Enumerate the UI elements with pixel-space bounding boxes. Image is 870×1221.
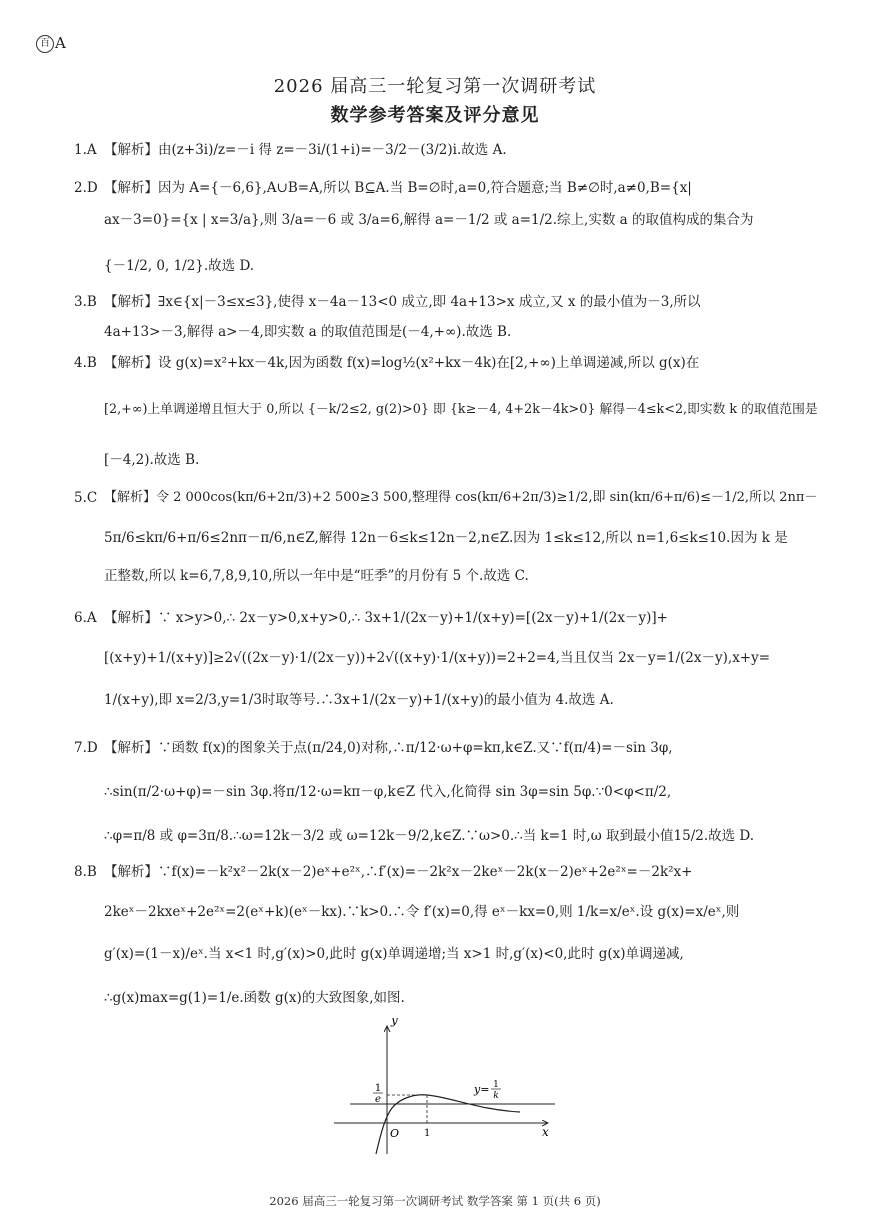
y-axis-label: y [391,1018,398,1027]
question-number: 5.C [74,490,98,506]
tick-y-num: 1 [374,1083,382,1094]
answer-line: 【解析】∵ x>y>0,∴ 2x－y>0,x+y>0,∴ 3x+1/(2x－y)+1/(x+y)=[(2x－y)+1/(2x－y)]+ [104,610,668,626]
answer-line: 4a+13>－3,解得 a>－4,即实数 a 的取值范围是(－4,+∞).故选 B. [104,324,512,340]
answer-line: 【解析】因为 A={－6,6},A∪B=A,所以 B⊆A.当 B=∅时,a=0,符合题意;当 B≠∅时,a≠0,B={x| [104,180,692,196]
answer-line: 5π/6≤kπ/6+π/6≤2nπ－π/6,n∈Z,解得 12n－6≤k≤12n－2,n∈Z.因为 1≤k≤12,所以 n=1,6≤k≤10.因为 k 是 [104,530,788,546]
circled-mark: 百 [36,35,54,53]
question-number: 3.B [74,294,97,310]
corner-mark [36,34,66,53]
answer-line: g′(x)=(1－x)/eˣ.当 x<1 时,g′(x)>0,此时 g(x)单调递增;当 x>1 时,g′(x)<0,此时 g(x)单调递减, [104,946,684,962]
answer-line: [－4,2).故选 B. [104,452,200,468]
question-number: 8.B [74,864,97,880]
page-subtitle: 数学参考答案及评分意见 [330,105,540,126]
function-graph [330,1018,570,1156]
answer-line: 【解析】∃x∈{x|－3≤x≤3},使得 x－4a－13<0 成立,即 4a+13>x 成立,又 x 的最小值为－3,所以 [104,294,701,310]
answer-line: ax－3=0}={x | x=3/a},则 3/a=－6 或 3/a=6,解得 a=－1/2 或 a=1/2.综上,实数 a 的取值构成的集合为 [104,212,754,228]
answer-line: 1/(x+y),即 x=2/3,y=1/3时取等号.∴3x+1/(2x－y)+1/(x+y)的最小值为 4.故选 A. [104,692,614,708]
version-letter: A [55,34,66,52]
tick-y-den: e [375,1094,381,1105]
question-number: 1.A [74,142,97,158]
answer-line: 【解析】设 g(x)=x²+kx－4k,因为函数 f(x)=log½(x²+kx－4k)在[2,+∞)上单调递减,所以 g(x)在 [104,355,700,371]
answer-line: 2keˣ－2kxeˣ+2e²ˣ=2(eˣ+k)(eˣ－kx).∵k>0.∴令 f′(x)=0,得 eˣ－kx=0,则 1/k=x/eˣ.设 g(x)=x/eˣ,则 [104,904,740,920]
question-number: 7.D [74,740,98,756]
answer-line: 【解析】由(z+3i)/z=－i 得 z=－3i/(1+i)=－3/2－(3/2)i.故选 A. [104,142,507,158]
answer-line: 【解析】令 2 000cos(kπ/6+2π/3)+2 500≥3 500,整理得 cos(kπ/6+2π/3)≥1/2,即 sin(kπ/6+π/6)≤－1/2,所以 2nπ－ [104,490,818,505]
x-axis-label: x [542,1125,549,1139]
answer-line: [(x+y)+1/(x+y)]≥2√((2x－y)·1/(2x－y))+2√((x+y)·1/(x+y))=2+2=4,当且仅当 2x－y=1/(2x－y),x+y= [104,650,771,666]
answer-line: 【解析】∵函数 f(x)的图象关于点(π/24,0)对称,∴π/12·ω+φ=kπ,k∈Z.又∵f(π/4)=－sin 3φ, [104,740,673,756]
answer-line: [2,+∞)上单调递增且恒大于 0,所以 {－k/2≤2, g(2)>0} 即 {k≥－4, 4+2k－4k>0} 解得－4≤k<2,即实数 k 的取值范围是 [104,402,818,417]
curve-label-prefix: y= [474,1083,490,1096]
answer-line: ∴g(x)max=g(1)=1/e.函数 g(x)的大致图象,如图. [104,990,405,1006]
page-title: 2026 届高三一轮复习第一次调研考试 [273,76,597,97]
answer-line: ∴sin(π/2·ω+φ)=－sin 3φ.将π/12·ω=kπ－φ,k∈Z 代入,化简得 sin 3φ=sin 5φ.∵0<φ<π/2, [104,784,672,800]
origin-label: O [390,1127,400,1140]
curve-label-den: k [493,1091,499,1101]
answer-line: ∴φ=π/8 或 φ=3π/8.∴ω=12k－3/2 或 ω=12k－9/2,k∈Z.∵ω>0.∴当 k=1 时,ω 取到最小值15/2.故选 D. [104,828,755,844]
answer-line: 正整数,所以 k=6,7,8,9,10,所以一年中是“旺季”的月份有 5 个.故选 C. [104,568,529,584]
page-footer: 2026 届高三一轮复习第一次调研考试 数学答案 第 1 页(共 6 页) [269,1194,601,1208]
answer-line: {－1/2, 0, 1/2}.故选 D. [104,258,255,274]
question-number: 6.A [74,610,97,626]
question-number: 2.D [74,180,98,196]
question-number: 4.B [74,355,97,371]
answer-line: 【解析】∵f(x)=－k²x²－2k(x－2)eˣ+e²ˣ,∴f′(x)=－2k²x－2keˣ－2k(x－2)eˣ+2e²ˣ=－2k²x+ [104,864,693,880]
tick-x-1: 1 [424,1128,431,1139]
curve-label-num: 1 [493,1080,499,1090]
